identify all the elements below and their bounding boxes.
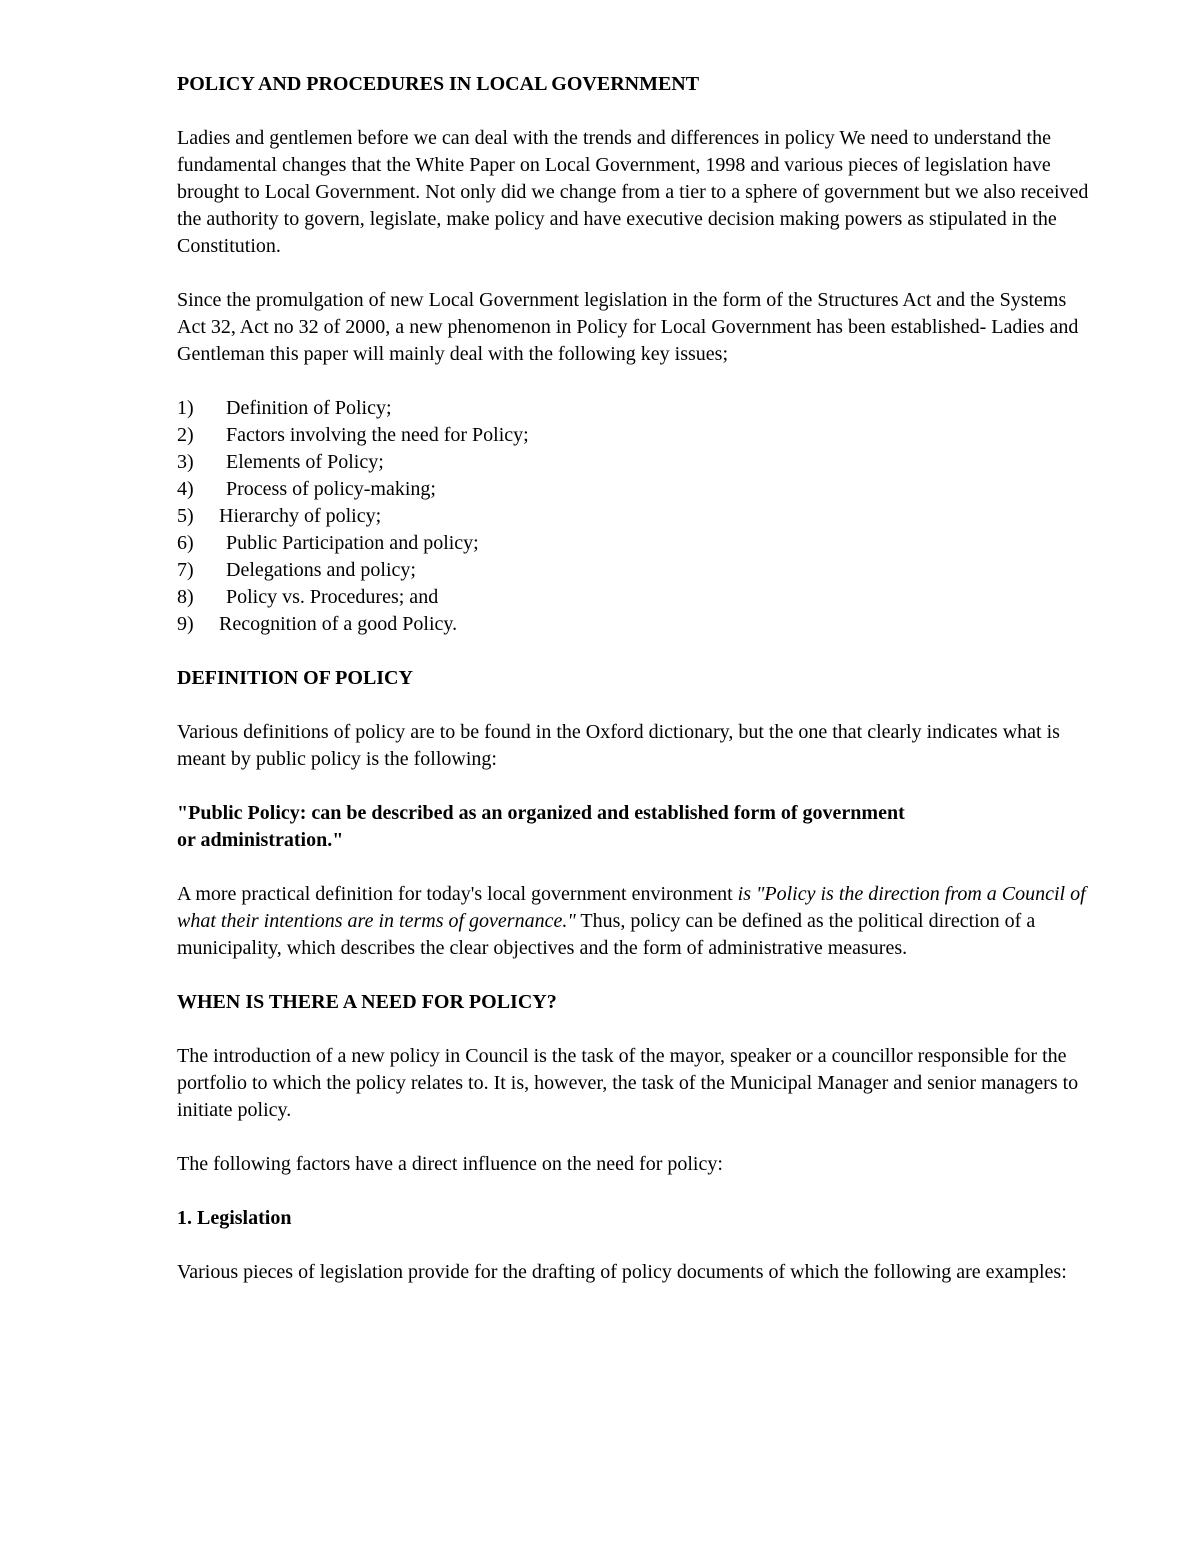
list-item-text: Definition of Policy; xyxy=(226,397,392,419)
list-item xyxy=(177,476,1097,503)
list-item-number: 7) xyxy=(177,559,194,581)
document-body xyxy=(177,71,1097,1313)
list-item-text: Delegations and policy; xyxy=(226,559,416,581)
list-item-text: Policy vs. Procedures; and xyxy=(226,586,439,608)
list-item xyxy=(177,449,1097,476)
section-heading-legislation: 1. Legislation xyxy=(177,1207,292,1229)
definition-paragraph: Various definitions of policy are to be found in the Oxford dictionary, but the one that clearly indicates what is meant by public policy is the following: xyxy=(177,721,1060,770)
list-item-number: 5) xyxy=(177,505,194,527)
list-item-number: 1) xyxy=(177,397,194,419)
intro-paragraph-2: Since the promulgation of new Local Government legislation in the form of the Structures Act and the Systems Act 32, Act no 32 of 2000, a new phenomenon in Policy for Local Government has been established- Ladies and Gentleman this paper will mainly deal with the following key issues; xyxy=(177,289,1079,365)
document-title: POLICY AND PROCEDURES IN LOCAL GOVERNMENT xyxy=(177,73,700,95)
list-item-number: 2) xyxy=(177,424,194,446)
list-item xyxy=(177,503,1097,530)
section-heading-need: WHEN IS THERE A NEED FOR POLICY? xyxy=(177,991,557,1013)
key-issues-list xyxy=(177,395,1097,638)
list-item xyxy=(177,395,1097,422)
list-item-number: 8) xyxy=(177,586,194,608)
list-item-number: 6) xyxy=(177,532,194,554)
practical-definition-italic: is "Policy is the direction from a Council of what their intentions are in terms of governance." xyxy=(177,883,1086,932)
need-paragraph-2: The following factors have a direct influence on the need for policy: xyxy=(177,1153,723,1175)
list-item-number: 4) xyxy=(177,478,194,500)
need-paragraph-1: The introduction of a new policy in Council is the task of the mayor, speaker or a councillor responsible for the portfolio to which the policy relates to. It is, however, the task of the Municipal Manager and senior managers to initiate policy. xyxy=(177,1045,1079,1121)
list-item xyxy=(177,422,1097,449)
practical-definition-paragraph xyxy=(177,881,1097,962)
policy-quote: "Public Policy: can be described as an organized and established form of government or administration." xyxy=(177,802,905,851)
section-heading-definition: DEFINITION OF POLICY xyxy=(177,667,413,689)
list-item xyxy=(177,557,1097,584)
list-item-text: Elements of Policy; xyxy=(226,451,384,473)
list-item-number: 3) xyxy=(177,451,194,473)
intro-paragraph-1: Ladies and gentlemen before we can deal with the trends and differences in policy We need to understand the fundamental changes that the White Paper on Local Government, 1998 and various pieces of legislation have brought to Local Government. Not only did we change from a tier to a sphere of government but we also received the authority to govern, legislate, make policy and have executive decision making powers as stipulated in the Constitution. xyxy=(177,127,1089,257)
list-item-text: Public Participation and policy; xyxy=(226,532,479,554)
list-item xyxy=(177,584,1097,611)
list-item-number: 9) xyxy=(177,613,194,635)
list-item xyxy=(177,530,1097,557)
practical-definition-tail: Thus, policy can be defined as the political direction of a municipality, which describes the clear objectives and the form of administrative measures. xyxy=(177,910,1036,959)
list-item-text: Factors involving the need for Policy; xyxy=(226,424,529,446)
list-item-text: Process of policy-making; xyxy=(226,478,436,500)
practical-definition-lead: A more practical definition for today's local government environment xyxy=(177,883,738,905)
list-item xyxy=(177,611,1097,638)
list-item-text: Hierarchy of policy; xyxy=(219,505,382,527)
list-item-text: Recognition of a good Policy. xyxy=(219,613,458,635)
legislation-paragraph: Various pieces of legislation provide for the drafting of policy documents of which the following are examples: xyxy=(177,1261,1067,1283)
